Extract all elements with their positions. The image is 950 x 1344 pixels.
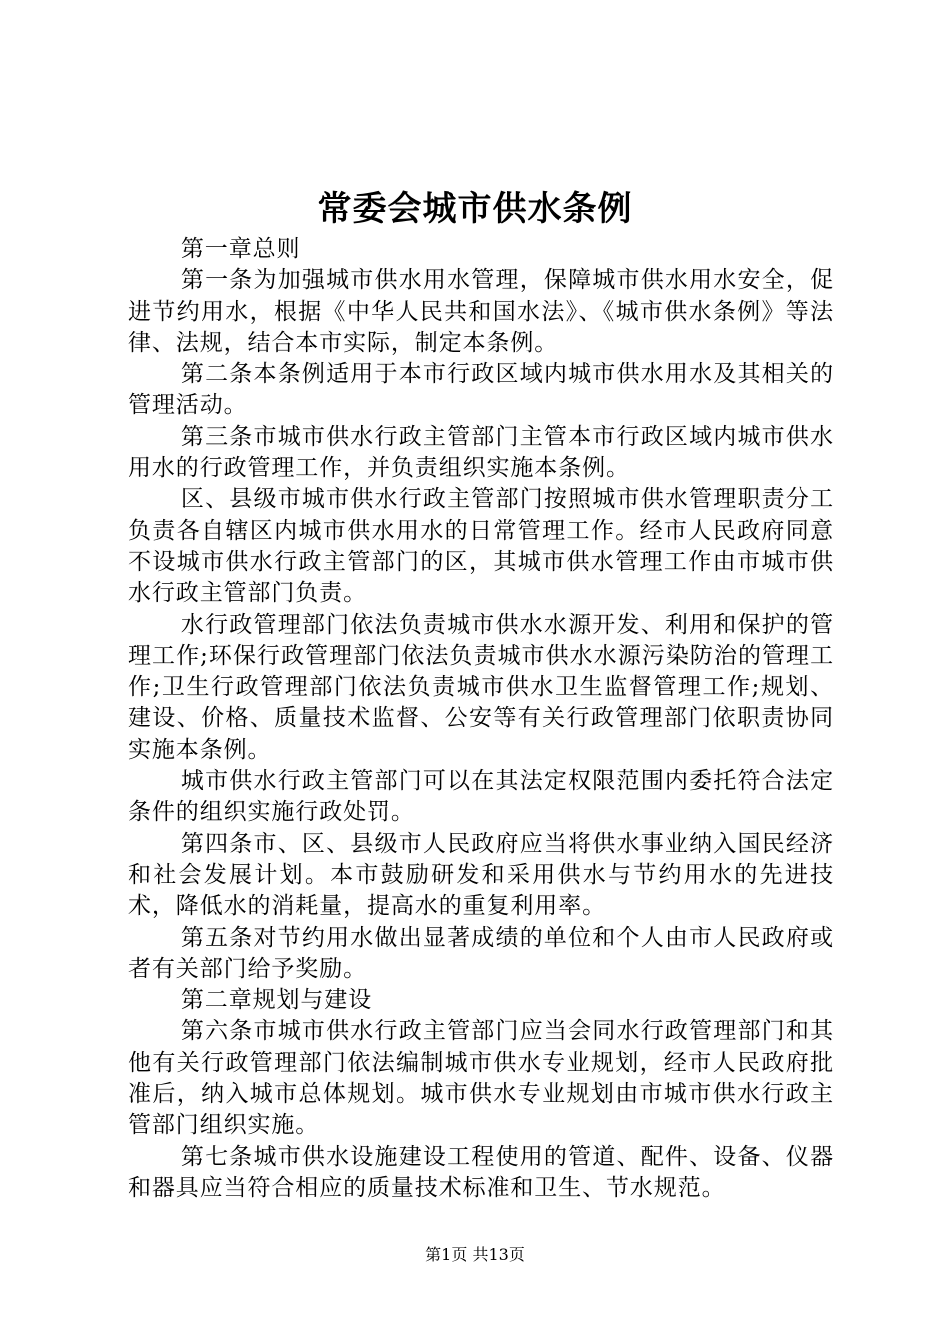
article-paragraph: 第一条为加强城市供水用水管理，保障城市供水用水安全，促进节约用水，根据《中华人民共和国水法》、《城市供水条例》等法律、法规，结合本市实际，制定本条例。 <box>128 267 834 356</box>
article-paragraph: 水行政管理部门依法负责城市供水水源开发、利用和保护的管理工作;环保行政管理部门依法负责城市供水水源污染防治的管理工作;卫生行政管理部门依法负责城市供水卫生监督管理工作;规划、建设、价格、质量技术监督、公安等有关行政管理部门依职责协同实施本条例。 <box>128 611 834 763</box>
article-paragraph: 第三条市城市供水行政主管部门主管本市行政区域内城市供水用水的行政管理工作，并负责组织实施本条例。 <box>128 423 834 482</box>
chapter-heading: 第二章规划与建设 <box>180 987 373 1014</box>
page-footer <box>0 1244 950 1266</box>
page-total: 共13页 <box>472 1245 525 1264</box>
article-paragraph: 城市供水行政主管部门可以在其法定权限范围内委托符合法定条件的组织实施行政处罚。 <box>128 768 834 826</box>
article-paragraph: 第五条对节约用水做出显著成绩的单位和个人由市人民政府或者有关部门给予奖励。 <box>128 924 834 982</box>
article-paragraph: 第四条市、区、县级市人民政府应当将供水事业纳入国民经济和社会发展计划。本市鼓励研发和采用供水与节约用水的先进技术，降低水的消耗量，提高水的重复利用率。 <box>128 830 834 920</box>
article-paragraph: 第六条市城市供水行政主管部门应当会同水行政管理部门和其他有关行政管理部门依法编制城市供水专业规划，经市人民政府批准后，纳入城市总体规划。城市供水专业规划由市城市供水行政主管部门组织实施。 <box>128 1018 834 1139</box>
document-body <box>128 234 834 1204</box>
chapter-heading: 第一章总则 <box>180 236 301 262</box>
article-paragraph: 区、县级市城市供水行政主管部门按照城市供水管理职责分工负责各自辖区内城市供水用水的日常管理工作。经市人民政府同意不设城市供水行政主管部门的区，其城市供水管理工作由市城市供水行政主管部门负责。 <box>128 486 834 607</box>
article-paragraph: 第七条城市供水设施建设工程使用的管道、配件、设备、仪器和器具应当符合相应的质量技术标准和卫生、节水规范。 <box>128 1143 834 1201</box>
page-title: 常委会城市供水条例 <box>317 189 633 229</box>
article-paragraph: 第二条本条例适用于本市行政区域内城市供水用水及其相关的管理活动。 <box>128 361 834 419</box>
page-number: 第1页 <box>425 1245 468 1264</box>
